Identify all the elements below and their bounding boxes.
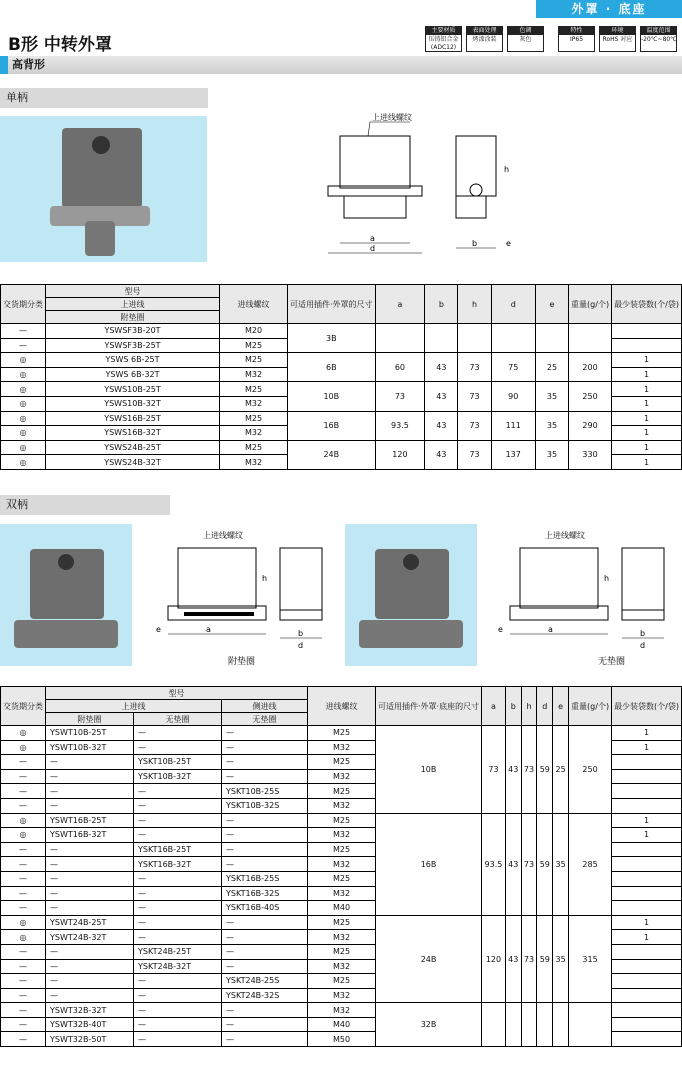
table-row: — — — YSKT24B-25S M25	[1, 974, 682, 989]
table-row: ◎ YSWS 6B-32T M32 1	[1, 367, 682, 382]
svg-text:b: b	[472, 239, 478, 248]
table-row: — YSWT32B-40T — — M40	[1, 1017, 682, 1032]
table-row: ◎ YSWT10B-32T — — M32 1	[1, 740, 682, 755]
svg-text:a: a	[548, 625, 553, 634]
table-row: — YSWT32B-32T — — M32 32B	[1, 1003, 682, 1018]
svg-text:h: h	[504, 165, 510, 174]
table-row: — — YSKT24B-25T — M25	[1, 944, 682, 959]
table-row: — — YSKT16B-25T — M25	[1, 842, 682, 857]
spec-finish: 表面处理 烤漆涂装	[466, 26, 503, 52]
svg-text:d: d	[640, 641, 646, 650]
drawing-note: 上进线螺纹	[372, 113, 412, 122]
table-row: — — — YSKT10B-32S M32	[1, 798, 682, 813]
svg-text:上进线螺纹: 上进线螺纹	[203, 531, 243, 540]
table-row: ◎ YSWT24B-25T — — M25 24B 120 43 73 59 35 315 1	[1, 915, 682, 930]
caption-without-gasket: 无垫圈	[598, 657, 626, 667]
table-row: — — — YSKT16B-32S M32	[1, 886, 682, 901]
table-row: ◎ YSWS24B-32T M32 1	[1, 455, 682, 470]
table-row: — — — YSKT16B-40S M40	[1, 901, 682, 916]
section-double: 双柄	[0, 495, 170, 515]
svg-text:a: a	[370, 234, 375, 243]
spec-material: 主要材质 压铸铝合金(ADC12)	[425, 26, 462, 52]
category-tag: 外罩 · 底座	[536, 0, 682, 18]
table-row: — — — YSKT24B-32S M32	[1, 988, 682, 1003]
table-row: — — YSKT10B-25T — M25	[1, 755, 682, 770]
table-row: ◎ YSWS24B-25T M25 24B 120 43 73 137 35 330 1	[1, 440, 682, 455]
spec-feature: 特性 IP65	[558, 26, 595, 52]
table-row: — — YSKT24B-32T — M32	[1, 959, 682, 974]
dimension-drawing-double-without-gasket	[490, 526, 680, 668]
svg-text:d: d	[370, 244, 376, 253]
table-row: ◎ YSWT10B-25T — — M25 10B 73 43 73 59 25 250 1	[1, 726, 682, 741]
svg-text:b: b	[298, 629, 304, 638]
table-row: — YSWT32B-50T — — M50	[1, 1032, 682, 1047]
section-single: 单柄	[0, 88, 208, 108]
product-photo-single	[0, 116, 207, 262]
svg-text:e: e	[506, 239, 511, 248]
caption-with-gasket: 附垫圈	[228, 657, 256, 667]
table-row: ◎ YSWS10B-32T M32 1	[1, 396, 682, 411]
table-double: 交货期分类 型号 进线螺纹 可适用插件·外罩·底座的尺寸 a b h d e 重量(g/个) 最少装袋数(个/袋) 上进线 侧进线 附垫圈 无垫圈 无垫圈 ◎ YSWT10B-25T — — M25 10B 73 43 73 59 25 250 1 ◎ YSWT10B-32T — — M32 1 — — YSKT10B-25T — M25 — — YSKT10B-32T — M32 — — — YSKT10B-25S M25 — — — YSKT10B-32S M32 ◎ YSWT16B-25T — — M25 16B 93.5 43 73 59 35 285 1 ◎ YSWT16B-32T — — M32 1 — — YSKT16B-25T — M25 — — YSKT16B-32T — M32 — — — YSKT16B-25S M25 — — — YSKT16B-32S M32 — — — YSKT16B-40S M40 ◎ YSWT24B-25T — — M25 24B 120 43 73 59 35 315 1 ◎ YSWT24B-32T — — M32 1 — — YSKT24B-25T — M25 — — YSKT24B-32T — M32 — — — YSKT24B-25S M25 — — — YSKT24B-32S M32 — YSWT32B-32T — — M32 32B — YSWT32B-40T — — M40 — YSWT32B-50T — — M50	[0, 686, 682, 1047]
table-row: ◎ YSWT16B-25T — — M25 16B 93.5 43 73 59 35 285 1	[1, 813, 682, 828]
spec-temperature: 温度范围 -20℃~80℃	[640, 26, 677, 52]
product-photo-double-nogasket	[345, 524, 477, 666]
dimension-drawing-single	[320, 108, 530, 258]
dimension-drawing-double-with-gasket	[148, 526, 338, 668]
table-row: ◎ YSWT24B-32T — — M32 1	[1, 930, 682, 945]
page-title: B形 中转外罩	[8, 35, 112, 55]
svg-text:e: e	[156, 625, 161, 634]
table-row: ◎ YSWS16B-25T M25 16B 93.5 43 73 111 35 290 1	[1, 411, 682, 426]
svg-text:b: b	[640, 629, 646, 638]
table-row: — YSWSF3B-20T M20 3B	[1, 324, 682, 339]
svg-text:e: e	[498, 625, 503, 634]
svg-text:a: a	[206, 625, 211, 634]
spec-environment: 环境 RoHS 对应	[599, 26, 636, 52]
spec-color: 色调 灰色	[507, 26, 544, 52]
table-single: 交货期分类 型号 进线螺纹 可适用插件·外罩的尺寸 a b h d e 重量(g/个) 最少装袋数(个/袋) 上进线 附垫圈 — YSWSF3B-20T M20 3B — YSWSF3B-25T M25 ◎ YSWS 6B-25T M25 6B 60 43 73 75 25 200 1 ◎ YSWS 6B-32T M32 1 ◎ YSWS10B-25T M25 10B 73 43 73 90 35 250 1 ◎ YSWS10B-32T M32 1 ◎ YSWS16B-25T M25 16B 93.5 43 73 111 35 290 1 ◎ YSWS16B-32T M32 1 ◎ YSWS24B-25T M25 24B 120 43 73 137 35 330 1 ◎ YSWS24B-32T M32 1	[0, 284, 682, 470]
table-row: — — YSKT16B-32T — M32	[1, 857, 682, 872]
spec-group-env	[558, 26, 677, 52]
table-row: ◎ YSWS10B-25T M25 10B 73 43 73 90 35 250 1	[1, 382, 682, 397]
table-row: ◎ YSWS 6B-25T M25 6B 60 43 73 75 25 200 1	[1, 353, 682, 368]
svg-text:d: d	[298, 641, 304, 650]
svg-text:h: h	[262, 574, 268, 583]
svg-text:上进线螺纹: 上进线螺纹	[545, 531, 585, 540]
subtitle-bar: 高背形	[0, 56, 682, 74]
table-row: — — — YSKT10B-25S M25	[1, 784, 682, 799]
spec-group-material	[425, 26, 544, 52]
table-row: — YSWSF3B-25T M25	[1, 338, 682, 353]
svg-text:h: h	[604, 574, 610, 583]
product-photo-double	[0, 524, 132, 666]
table-row: ◎ YSWT16B-32T — — M32 1	[1, 828, 682, 843]
table-row: ◎ YSWS16B-32T M32 1	[1, 426, 682, 441]
table-row: — — — YSKT16B-25S M25	[1, 871, 682, 886]
table-row: — — YSKT10B-32T — M32	[1, 769, 682, 784]
